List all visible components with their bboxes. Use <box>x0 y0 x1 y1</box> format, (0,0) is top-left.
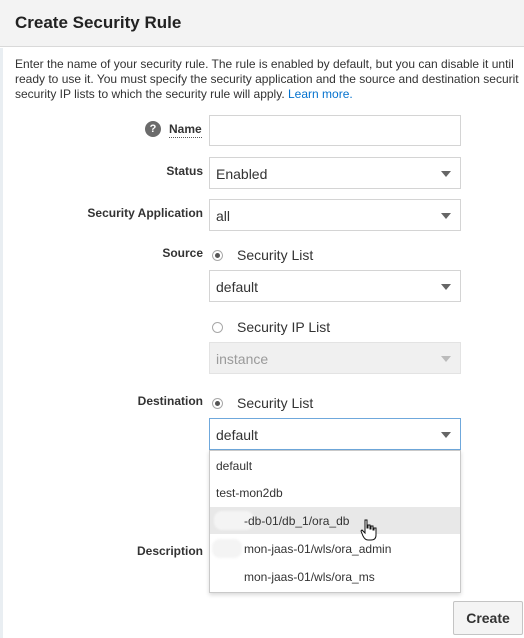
chevron-down-icon <box>441 213 451 219</box>
dropdown-option[interactable] <box>210 452 460 479</box>
status-label: Status <box>166 164 203 178</box>
dropdown-option[interactable] <box>210 479 460 506</box>
source-security-ip-list-select <box>209 342 461 374</box>
security-application-select[interactable] <box>209 199 461 231</box>
destination-security-list-radio[interactable] <box>212 398 223 409</box>
dropdown-option[interactable] <box>210 535 460 562</box>
description-label: Description <box>136 544 203 558</box>
dropdown-option-label: default <box>216 459 253 473</box>
source-security-ip-list-select-value: instance <box>216 351 269 367</box>
name-input[interactable] <box>209 115 461 146</box>
destination-dropdown-list <box>209 450 461 593</box>
description-line-3 <box>15 87 524 102</box>
source-security-ip-list-label[interactable]: Security IP List <box>237 319 331 335</box>
dialog-description <box>15 57 524 105</box>
description-line-1: Enter the name of your security rule. The rule is enabled by default, but you can disable it until <box>15 57 514 71</box>
dropdown-option[interactable] <box>210 563 460 590</box>
status-select[interactable] <box>209 157 461 189</box>
security-application-label: Security Application <box>87 206 203 220</box>
source-security-list-select-value: default <box>216 279 259 295</box>
dropdown-option-label: mon-jaas-01/wls/ora_ms <box>244 570 375 584</box>
description-line-2: ready to use it. You must specify the security application and the source and destination securit <box>15 72 519 86</box>
source-security-list-label[interactable]: Security List <box>237 247 314 263</box>
chevron-down-icon <box>441 284 451 290</box>
learn-more-link[interactable]: Learn more. <box>288 87 353 101</box>
redacted-text <box>212 539 242 558</box>
chevron-down-icon <box>441 171 451 177</box>
source-security-list-radio[interactable] <box>212 250 223 261</box>
security-application-select-value: all <box>216 208 231 224</box>
chevron-down-icon <box>441 432 451 438</box>
destination-security-list-select[interactable] <box>209 418 461 450</box>
dialog-title: Create Security Rule <box>15 13 182 32</box>
background-strip <box>0 48 3 638</box>
source-label: Source <box>162 246 203 260</box>
status-select-value: Enabled <box>216 166 268 182</box>
help-icon[interactable]: ? <box>145 121 161 137</box>
dropdown-option[interactable] <box>210 507 460 534</box>
chevron-down-icon <box>441 356 451 362</box>
dialog-titlebar <box>0 0 524 47</box>
destination-label: Destination <box>137 394 203 408</box>
source-security-ip-list-radio[interactable] <box>212 322 223 333</box>
hand-pointer-icon <box>360 518 378 542</box>
destination-security-list-select-value: default <box>216 427 259 443</box>
source-security-list-select[interactable] <box>209 270 461 302</box>
name-label-text: Name <box>169 122 202 136</box>
name-label <box>169 122 202 136</box>
create-button[interactable]: Create <box>453 601 523 635</box>
dropdown-option-label: -db-01/db_1/ora_db <box>244 514 350 528</box>
description-line-3-text: security IP lists to which the security rule will apply. <box>15 87 285 101</box>
dropdown-option-label: test-mon2db <box>216 486 283 500</box>
dropdown-option-label: mon-jaas-01/wls/ora_admin <box>244 542 392 556</box>
destination-security-list-label[interactable]: Security List <box>237 395 314 411</box>
